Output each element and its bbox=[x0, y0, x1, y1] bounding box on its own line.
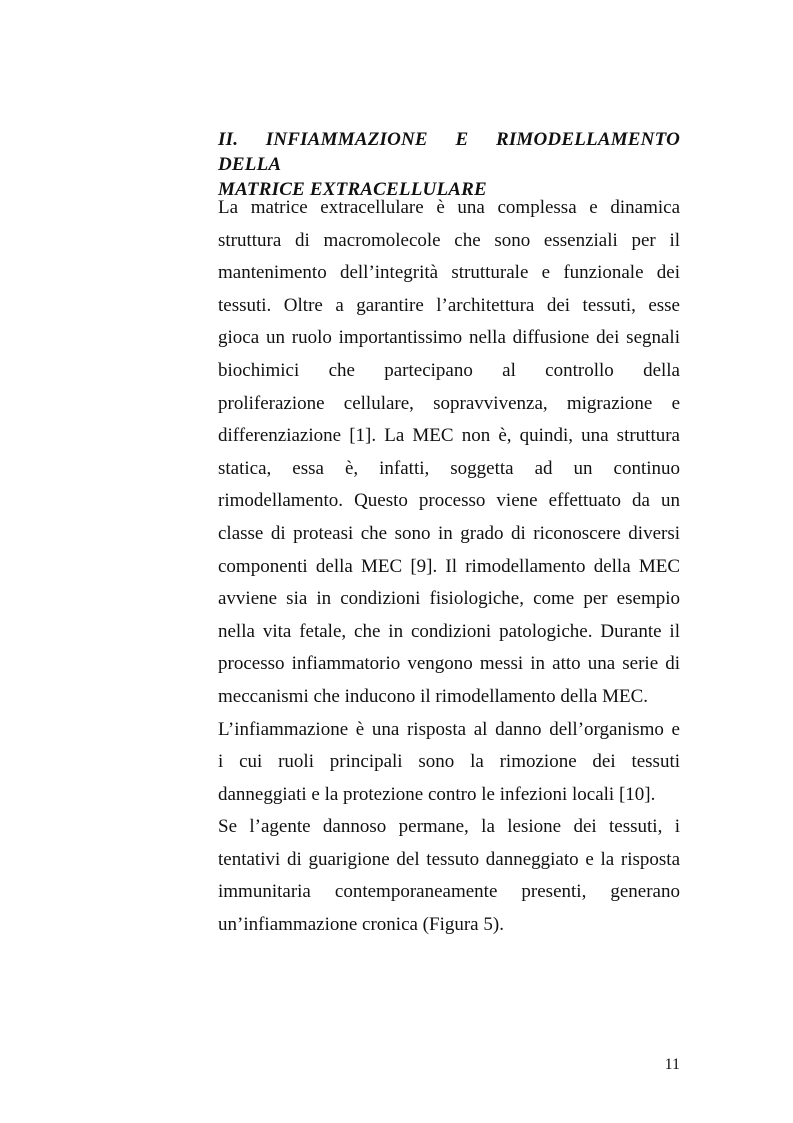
body-line: differenziazione [1]. La MEC non è, quindi, una struttura bbox=[218, 425, 680, 447]
body-line: danneggiati e la protezione contro le infezioni locali [10]. bbox=[218, 783, 656, 805]
body-line: gioca un ruolo importantissimo nella diffusione dei segnali bbox=[218, 327, 680, 349]
section-heading-line-1: II. INFIAMMAZIONE E RIMODELLAMENTO DELLA bbox=[218, 129, 680, 175]
body-line: avviene sia in condizioni fisiologiche, come per esempio bbox=[218, 588, 680, 610]
body-line: Se l’agente dannoso permane, la lesione dei tessuti, i bbox=[218, 816, 680, 838]
body-line: struttura di macromolecole che sono essenziali per il bbox=[218, 229, 680, 251]
body-line: tessuti. Oltre a garantire l’architettura dei tessuti, esse bbox=[218, 294, 680, 316]
body-line: i cui ruoli principali sono la rimozione dei tessuti bbox=[218, 751, 680, 773]
body-line: componenti della MEC [9]. Il rimodellamento della MEC bbox=[218, 555, 680, 577]
body-line: mantenimento dell’integrità strutturale e funzionale dei bbox=[218, 262, 680, 284]
page-number: 11 bbox=[664, 1056, 680, 1073]
body-line: un’infiammazione cronica (Figura 5). bbox=[218, 914, 504, 936]
body-line: biochimici che partecipano al controllo della bbox=[218, 359, 680, 381]
body-line: immunitaria contemporaneamente presenti, generano bbox=[218, 881, 680, 903]
body-line: nella vita fetale, che in condizioni patologiche. Durante il bbox=[218, 620, 680, 642]
body-line: statica, essa è, infatti, soggetta ad un continuo bbox=[218, 457, 680, 479]
body-line: tentativi di guarigione del tessuto danneggiato e la risposta bbox=[218, 848, 680, 870]
section-heading-line-2: MATRICE EXTRACELLULARE bbox=[218, 179, 487, 200]
body-line: La matrice extracellulare è una complessa e dinamica bbox=[218, 197, 680, 218]
body-line: L’infiammazione è una risposta al danno dell’organismo e bbox=[218, 718, 680, 740]
body-line: proliferazione cellulare, sopravvivenza, migrazione e bbox=[218, 392, 680, 414]
body-line: rimodellamento. Questo processo viene effettuato da un bbox=[218, 490, 680, 512]
body-line: classe di proteasi che sono in grado di riconoscere diversi bbox=[218, 522, 680, 544]
body-line: processo infiammatorio vengono messi in atto una serie di bbox=[218, 653, 680, 675]
section-heading bbox=[218, 127, 680, 202]
body-line: meccanismi che inducono il rimodellamento della MEC. bbox=[218, 685, 649, 707]
body-paragraphs bbox=[218, 192, 680, 942]
